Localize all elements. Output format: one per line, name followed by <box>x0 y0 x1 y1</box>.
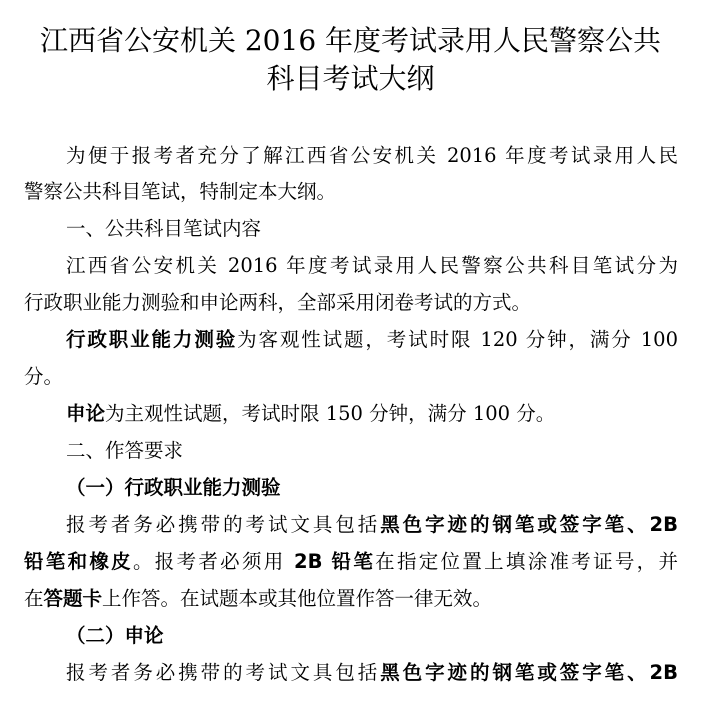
section-1-heading: 一、公共科目笔试内容 <box>66 217 262 240</box>
document-title-line-2: 科目考试大纲 <box>266 62 435 95</box>
intro-line-2: 警察公共科目笔试，特制定本大纲。 <box>24 180 337 203</box>
shenlun-term: 申论 <box>66 402 106 425</box>
xingce-description: 为客观性试题，考试时限 120 分钟，满分 100 <box>237 328 678 351</box>
subsection-1-heading: （一）行政职业能力测验 <box>66 476 281 499</box>
intro-line-1: 为便于报考者充分了解江西省公安机关 2016 年度考试录用人民 <box>66 144 678 167</box>
subsection-1-line-2-bold-c: 2B 铅笔 <box>294 550 376 573</box>
xingce-paragraph-line-1 <box>66 327 678 353</box>
subsection-1-line-1-bold: 黑色字迹的钢笔或签字笔、2B <box>380 513 678 536</box>
section-2-heading: 二、作答要求 <box>66 439 184 462</box>
subsection-2-line-1-bold: 黑色字迹的钢笔或签字笔、2B <box>380 661 678 684</box>
subsection-2-line-1-text: 报考者务必携带的考试文具包括 <box>66 661 381 684</box>
subsection-2-heading: （二）申论 <box>66 624 164 647</box>
section-1-para-line-2: 行政职业能力测验和申论两科，全部采用闭卷考试的方式。 <box>24 291 532 314</box>
subsection-1-line-2-text-b: 。报考者必须用 <box>132 550 295 573</box>
subsection-1-line-1 <box>66 512 678 538</box>
subsection-1-line-2-text-d: 在指定位置上填涂准考证号，并 <box>375 550 678 573</box>
subsection-2-line-1 <box>66 660 678 686</box>
shenlun-description: 为主观性试题，考试时限 150 分钟，满分 100 分。 <box>105 402 556 425</box>
xingce-term: 行政职业能力测验 <box>66 328 238 351</box>
subsection-1-line-2 <box>24 549 678 575</box>
document-title-line-1: 江西省公安机关 2016 年度考试录用人民警察公共 <box>39 24 662 57</box>
subsection-1-line-2-bold-a: 铅笔和橡皮 <box>24 550 133 573</box>
subsection-1-line-3-text-a: 在 <box>24 587 44 610</box>
subsection-1-line-3 <box>24 586 492 612</box>
xingce-paragraph-line-2: 分。 <box>24 365 64 388</box>
subsection-1-line-3-bold-b: 答题卡 <box>43 587 103 610</box>
subsection-1-line-1-text: 报考者务必携带的考试文具包括 <box>66 513 381 536</box>
shenlun-paragraph <box>66 401 555 427</box>
section-1-para-line-1: 江西省公安机关 2016 年度考试录用人民警察公共科目笔试分为 <box>66 254 678 277</box>
subsection-1-line-3-text-c: 上作答。在试题本或其他位置作答一律无效。 <box>102 587 493 610</box>
